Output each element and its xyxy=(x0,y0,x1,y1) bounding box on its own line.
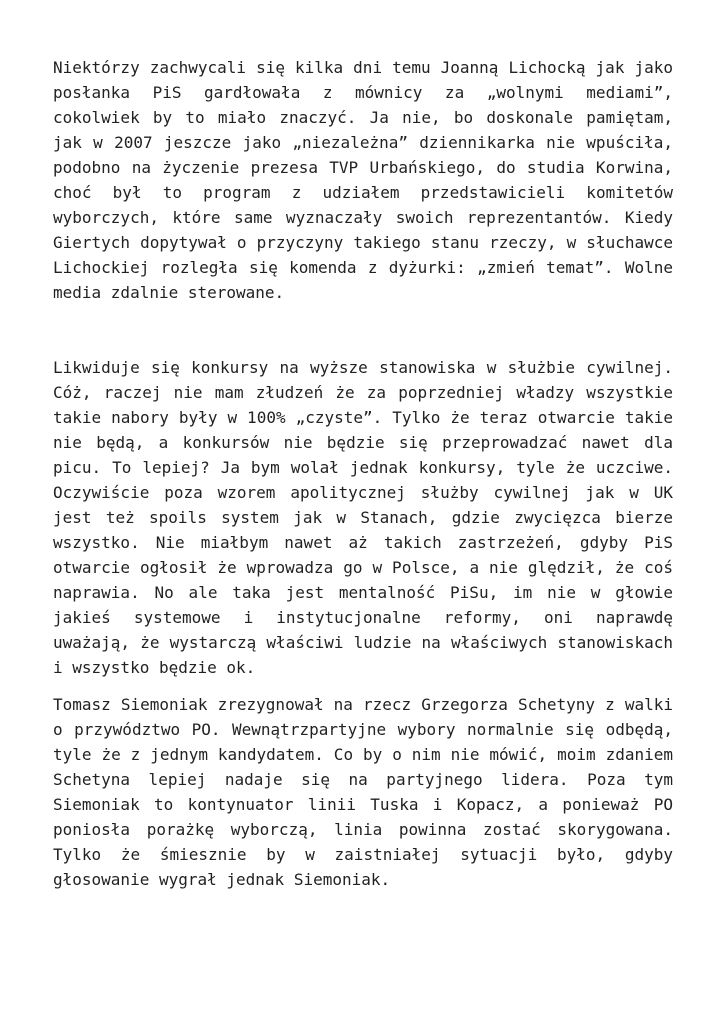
article-body xyxy=(53,55,673,892)
paragraph-civil-service: Likwiduje się konkursy na wyższe stanowiska w służbie cywilnej. Cóż, raczej nie mam złudzeń że za poprzedniej władzy wszystkie takie nabory były w 100% „czyste”. Tylko że teraz otwarcie takie nie będą, a konkursów nie będzie się przeprowadzać nawet dla picu. To lepiej? Ja bym wolał jednak konkursy, tyle że uczciwe. Oczywiście poza wzorem apolitycznej służby cywilnej jak w UK jest też spoils system jak w Stanach, gdzie zwycięzca bierze wszystko. Nie miałbym nawet aż takich zastrzeżeń, gdyby PiS otwarcie ogłosił że wprowadza go w Polsce, a nie ględził, że coś naprawia. No ale taka jest mentalność PiSu, im nie w głowie jakieś systemowe i instytucjonalne reformy, oni naprawdę uważają, że wystarczą właściwi ludzie na właściwych stanowiskach i wszystko będzie ok. xyxy=(53,358,673,677)
paragraph-lichocka: Niektórzy zachwycali się kilka dni temu Joanną Lichocką jak jako posłanka PiS gardłowała z mównicy za „wolnymi mediami”, cokolwiek by to miało znaczyć. Ja nie, bo doskonale pamiętam, jak w 2007 jeszcze jako „niezależna” dziennikarka nie wpuściła, podobno na życzenie prezesa TVP Urbańskiego, do studia Korwina, choć był to program z udziałem przedstawicieli komitetów wyborczych, które same wyznaczały swoich reprezentantów. Kiedy Giertych dopytywał o przyczyny takiego stanu rzeczy, w słuchawce Lichockiej rozległa się komenda z dyżurki: „zmień temat”. Wolne media zdalnie sterowane. xyxy=(53,58,673,302)
paragraph-siemoniak: Tomasz Siemoniak zrezygnował na rzecz Grzegorza Schetyny z walki o przywództwo PO. Wewnątrzpartyjne wybory normalnie się odbędą, tyle że z jednym kandydatem. Co by o nim nie mówić, moim zdaniem Schetyna lepiej nadaje się na partyjnego lidera. Poza tym Siemoniak to kontynuator linii Tuska i Kopacz, a ponieważ PO poniosła porażkę wyborczą, linia powinna zostać skorygowana. Tylko że śmiesznie by w zaistniałej sytuacji było, gdyby głosowanie wygrał jednak Siemoniak. xyxy=(53,695,673,889)
